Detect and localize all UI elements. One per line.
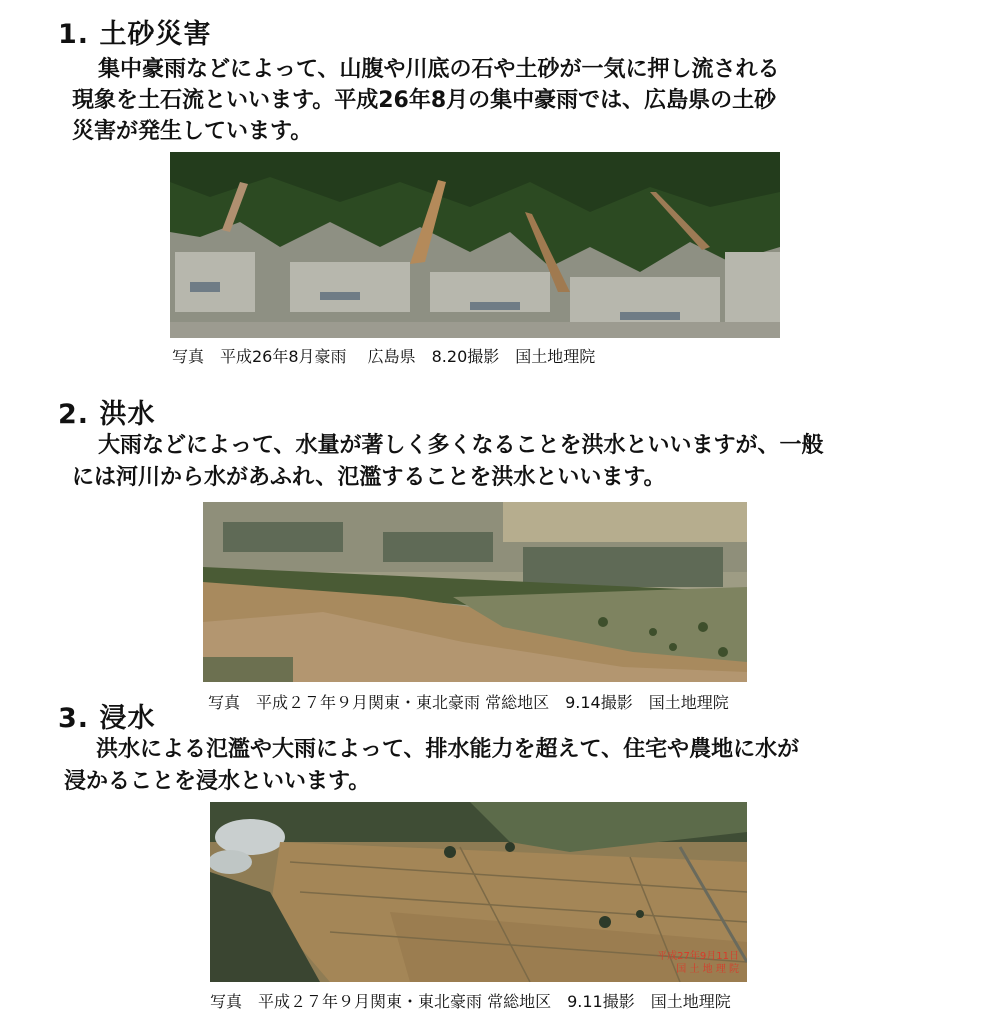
section-1-line-3: 災害が発生しています。 (72, 119, 313, 144)
photo-stamp-date: 平成27年9月11日 (657, 951, 739, 962)
photo-stamp (657, 950, 739, 976)
photo-stamp-org: 国 土 地 理 院 (676, 964, 739, 975)
section-1-heading: 1. 土砂災害 (58, 19, 212, 50)
section-2-caption: 写真 平成２７年９月関東・東北豪雨 常総地区 9.14撮影 国土地理院 (208, 693, 729, 712)
section-3-caption: 写真 平成２７年９月関東・東北豪雨 常総地区 9.11撮影 国土地理院 (210, 992, 731, 1011)
section-3-line-2: 浸かることを浸水といいます。 (64, 769, 371, 794)
section-3-line-1: 洪水による氾濫や大雨によって、排水能力を超えて、住宅や農地に水が (96, 737, 800, 762)
aerial-inundation-photo (210, 802, 747, 982)
section-2-heading: 2. 洪水 (58, 399, 156, 430)
section-1-caption: 写真 平成26年8月豪雨 広島県 8.20撮影 国土地理院 (172, 347, 596, 366)
aerial-flood-river-photo (203, 502, 747, 682)
aerial-landslide-photo (170, 152, 780, 338)
section-1-line-1: 集中豪雨などによって、山腹や川底の石や土砂が一気に押し流される (98, 57, 780, 82)
section-3-heading: 3. 浸水 (58, 703, 156, 734)
section-2-line-1: 大雨などによって、水量が著しく多くなることを洪水といいますが、一般 (98, 433, 824, 458)
section-2-line-2: には河川から水があふれ、氾濫することを洪水といいます。 (72, 465, 666, 490)
section-1-line-2: 現象を土石流といいます。平成26年8月の集中豪雨では、広島県の土砂 (72, 88, 777, 113)
